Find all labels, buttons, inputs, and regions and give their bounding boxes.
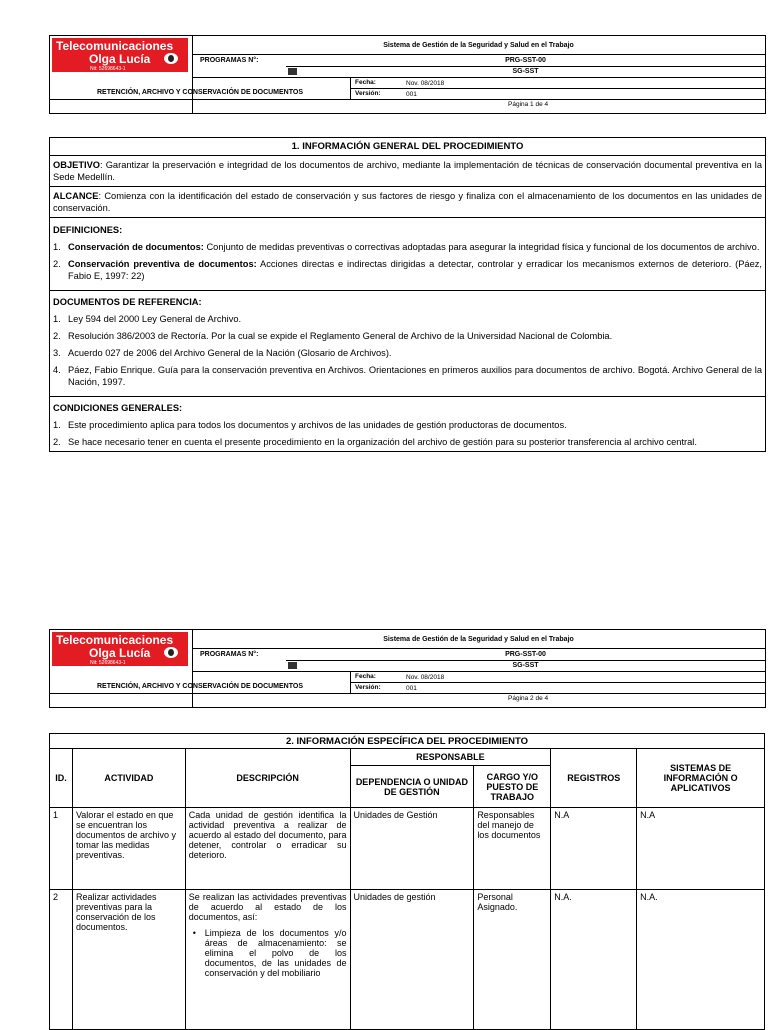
page-number: Página 2 de 4 [508,695,549,702]
page-number: Página 1 de 4 [508,101,549,108]
section-title: 1. INFORMACIÓN GENERAL DEL PROCEDIMIENTO [50,138,765,156]
version-label: Versión: [355,684,381,691]
company-logo: Telecomunicaciones Olga Lucía Nit: 52698643-1 [50,630,193,707]
doc-title: RETENCIÓN, ARCHIVO Y CONSERVACIÓN DE DOCUMENTOS [96,89,303,96]
table-row: 1 Valorar el estado en que se encuentran los documentos de archivo y tomar las medidas preventivas. Cada unidad de gestión identifica la actividad preventiva a realizar de acuerdo al estado del documento, para detener, controlar o erradicar su deterioro. Unidades de Gestión Responsables del manejo de los documentos N.A N.A [50,808,765,890]
condiciones-row: CONDICIONES GENERALES: 1. Este procedimiento aplica para todos los documentos y archivos de las unidades de gestión productoras de documentos. 2. Se hace necesario tener en cuenta el presente procedimiento en la organización del archivo de gestión para su posterior transferencia al archivo central. [50,397,765,451]
program-code: PRG-SST-00 [505,651,546,658]
list-item: 3. Acuerdo 027 de 2006 del Archivo General de la Nación (Glosario de Archivos). [53,348,392,358]
company-logo: Telecomunicaciones Olga Lucía Nit: 52698643-1 [50,36,193,113]
col-responsable-header: RESPONSABLE [350,749,551,766]
fecha-value: Nov. 08/2018 [406,674,445,681]
list-item: 2. Conservación preventiva de documentos: Acciones directas e indirectas dirigidas a detectar, controlar y erradicar los mecanismos externos de deterioro. (Páez, Fabio E, 1997: 22) [53,259,763,281]
version-value: 001 [406,91,417,98]
fecha-label: Fecha: [355,79,376,86]
col-sistemas-header: SISTEMAS DE INFORMACIÓN O APLICATIVOS [637,749,765,808]
doc-title: RETENCIÓN, ARCHIVO Y CONSERVACIÓN DE DOCUMENTOS [96,683,303,690]
fecha-value: Nov. 08/2018 [406,80,445,87]
alcance-row: ALCANCE: Comienza con la identificación del estado de conservación y sus factores de riesgo y finaliza con el almacenamiento de los documentos en las unidades de conservación. [50,187,765,218]
list-item: 2. Resolución 386/2003 de Rectoría. Por la cual se expide el Reglamento General de Archivo de la Universidad Nacional de Colombia. [53,331,613,341]
programs-label: PROGRAMAS N°: [200,57,259,64]
table-row: 2 Realizar actividades preventivas para la conservación de los documentos. Se realizan las actividades preventivas de acuerdo al estado de los documentos, así: • Limpieza de los documentos y/o áreas de almacenamiento: se elimina el polvo de los documentos, de las unidades de conservación y del mobiliario Unidades de gestión Personal Asignado. N.A. N.A. [50,890,765,1030]
col-dependencia-header: DEPENDENCIA O UNIDAD DE GESTIÓN [350,766,474,808]
system-title: Sistema de Gestión de la Seguridad y Salud en el Trabajo [383,636,574,643]
list-item: • Limpieza de los documentos y/o áreas de almacenamiento: se elimina el polvo de los documentos, de las unidades de conservación y del mobiliario [192,928,347,978]
objetivo-row: OBJETIVO: Garantizar la preservación e integridad de los documentos de archivo, mediante la implementación de técnicas de conservación documental preventiva en la Sede Medellín. [50,156,765,187]
col-cargo-header: CARGO Y/O PUESTO DE TRABAJO [474,766,551,808]
col-descripcion-header: DESCRIPCIÓN [185,749,350,808]
system-title: Sistema de Gestión de la Seguridad y Salud en el Trabajo [383,42,574,49]
logo-eye-icon [164,53,178,64]
section-title: 2. INFORMACIÓN ESPECÍFICA DEL PROCEDIMIENTO [50,734,765,749]
document-header-page2 [49,629,766,708]
version-value: 001 [406,685,417,692]
col-id-header: ID. [50,749,73,808]
procedure-table [49,733,765,1030]
list-item: 2. Se hace necesario tener en cuenta el presente procedimiento en la organización del archivo de gestión para su posterior transferencia al archivo central. [53,437,697,447]
col-registros-header: REGISTROS [551,749,637,808]
sg-sst: SG-SST [512,662,539,669]
list-item: 4. Páez, Fabio Enrique. Guía para la conservación preventiva en Archivos. Orientaciones en primeros auxilios para documentos de archivo. Bogotá. Archivo General de la Nación, 1997. [53,365,762,387]
sg-sst: SG-SST [512,68,539,75]
referencias-row: DOCUMENTOS DE REFERENCIA: 1. Ley 594 del 2000 Ley General de Archivo. 2. Resolución 386/2003 de Rectoría. Por la cual se expide el Reglamento General de Archivo de la Universidad Nacional de Colombia. 3. Acuerdo 027 de 2006 del Archivo General de la Nación (Glosario de Archivos). 4. Páez, Fabio Enrique. Guía para la conservación preventiva en Archivos. Orientaciones en primeros auxilios para documentos de archivo. Bogotá. Archivo General de la Nación, 1997. [50,291,765,397]
list-item: 1. Este procedimiento aplica para todos los documentos y archivos de las unidades de gestión productoras de documentos. [53,420,567,430]
programs-label: PROGRAMAS N°: [200,651,259,658]
program-code: PRG-SST-00 [505,57,546,64]
list-item: 1. Ley 594 del 2000 Ley General de Archivo. [53,314,242,324]
col-actividad-header: ACTIVIDAD [72,749,185,808]
logo-eye-icon [164,647,178,658]
section-general-info [49,137,766,452]
version-label: Versión: [355,90,381,97]
list-item: 1. Conservación de documentos: Conjunto de medidas preventivas o correctivas adoptadas para asegurar la integridad física y funcional de los documentos de archivo. [53,242,760,252]
definiciones-row: DEFINICIONES: 1. Conservación de documentos: Conjunto de medidas preventivas o correctivas adoptadas para asegurar la integridad física y funcional de los documentos de archivo. 2. Conservación preventiva de documentos: Acciones directas e indirectas dirigidas a detectar, controlar y erradicar los mecanismos externos de deterioro. (Páez, Fabio E, 1997: 22) [50,218,765,291]
document-header-page1 [49,35,766,114]
fecha-label: Fecha: [355,673,376,680]
